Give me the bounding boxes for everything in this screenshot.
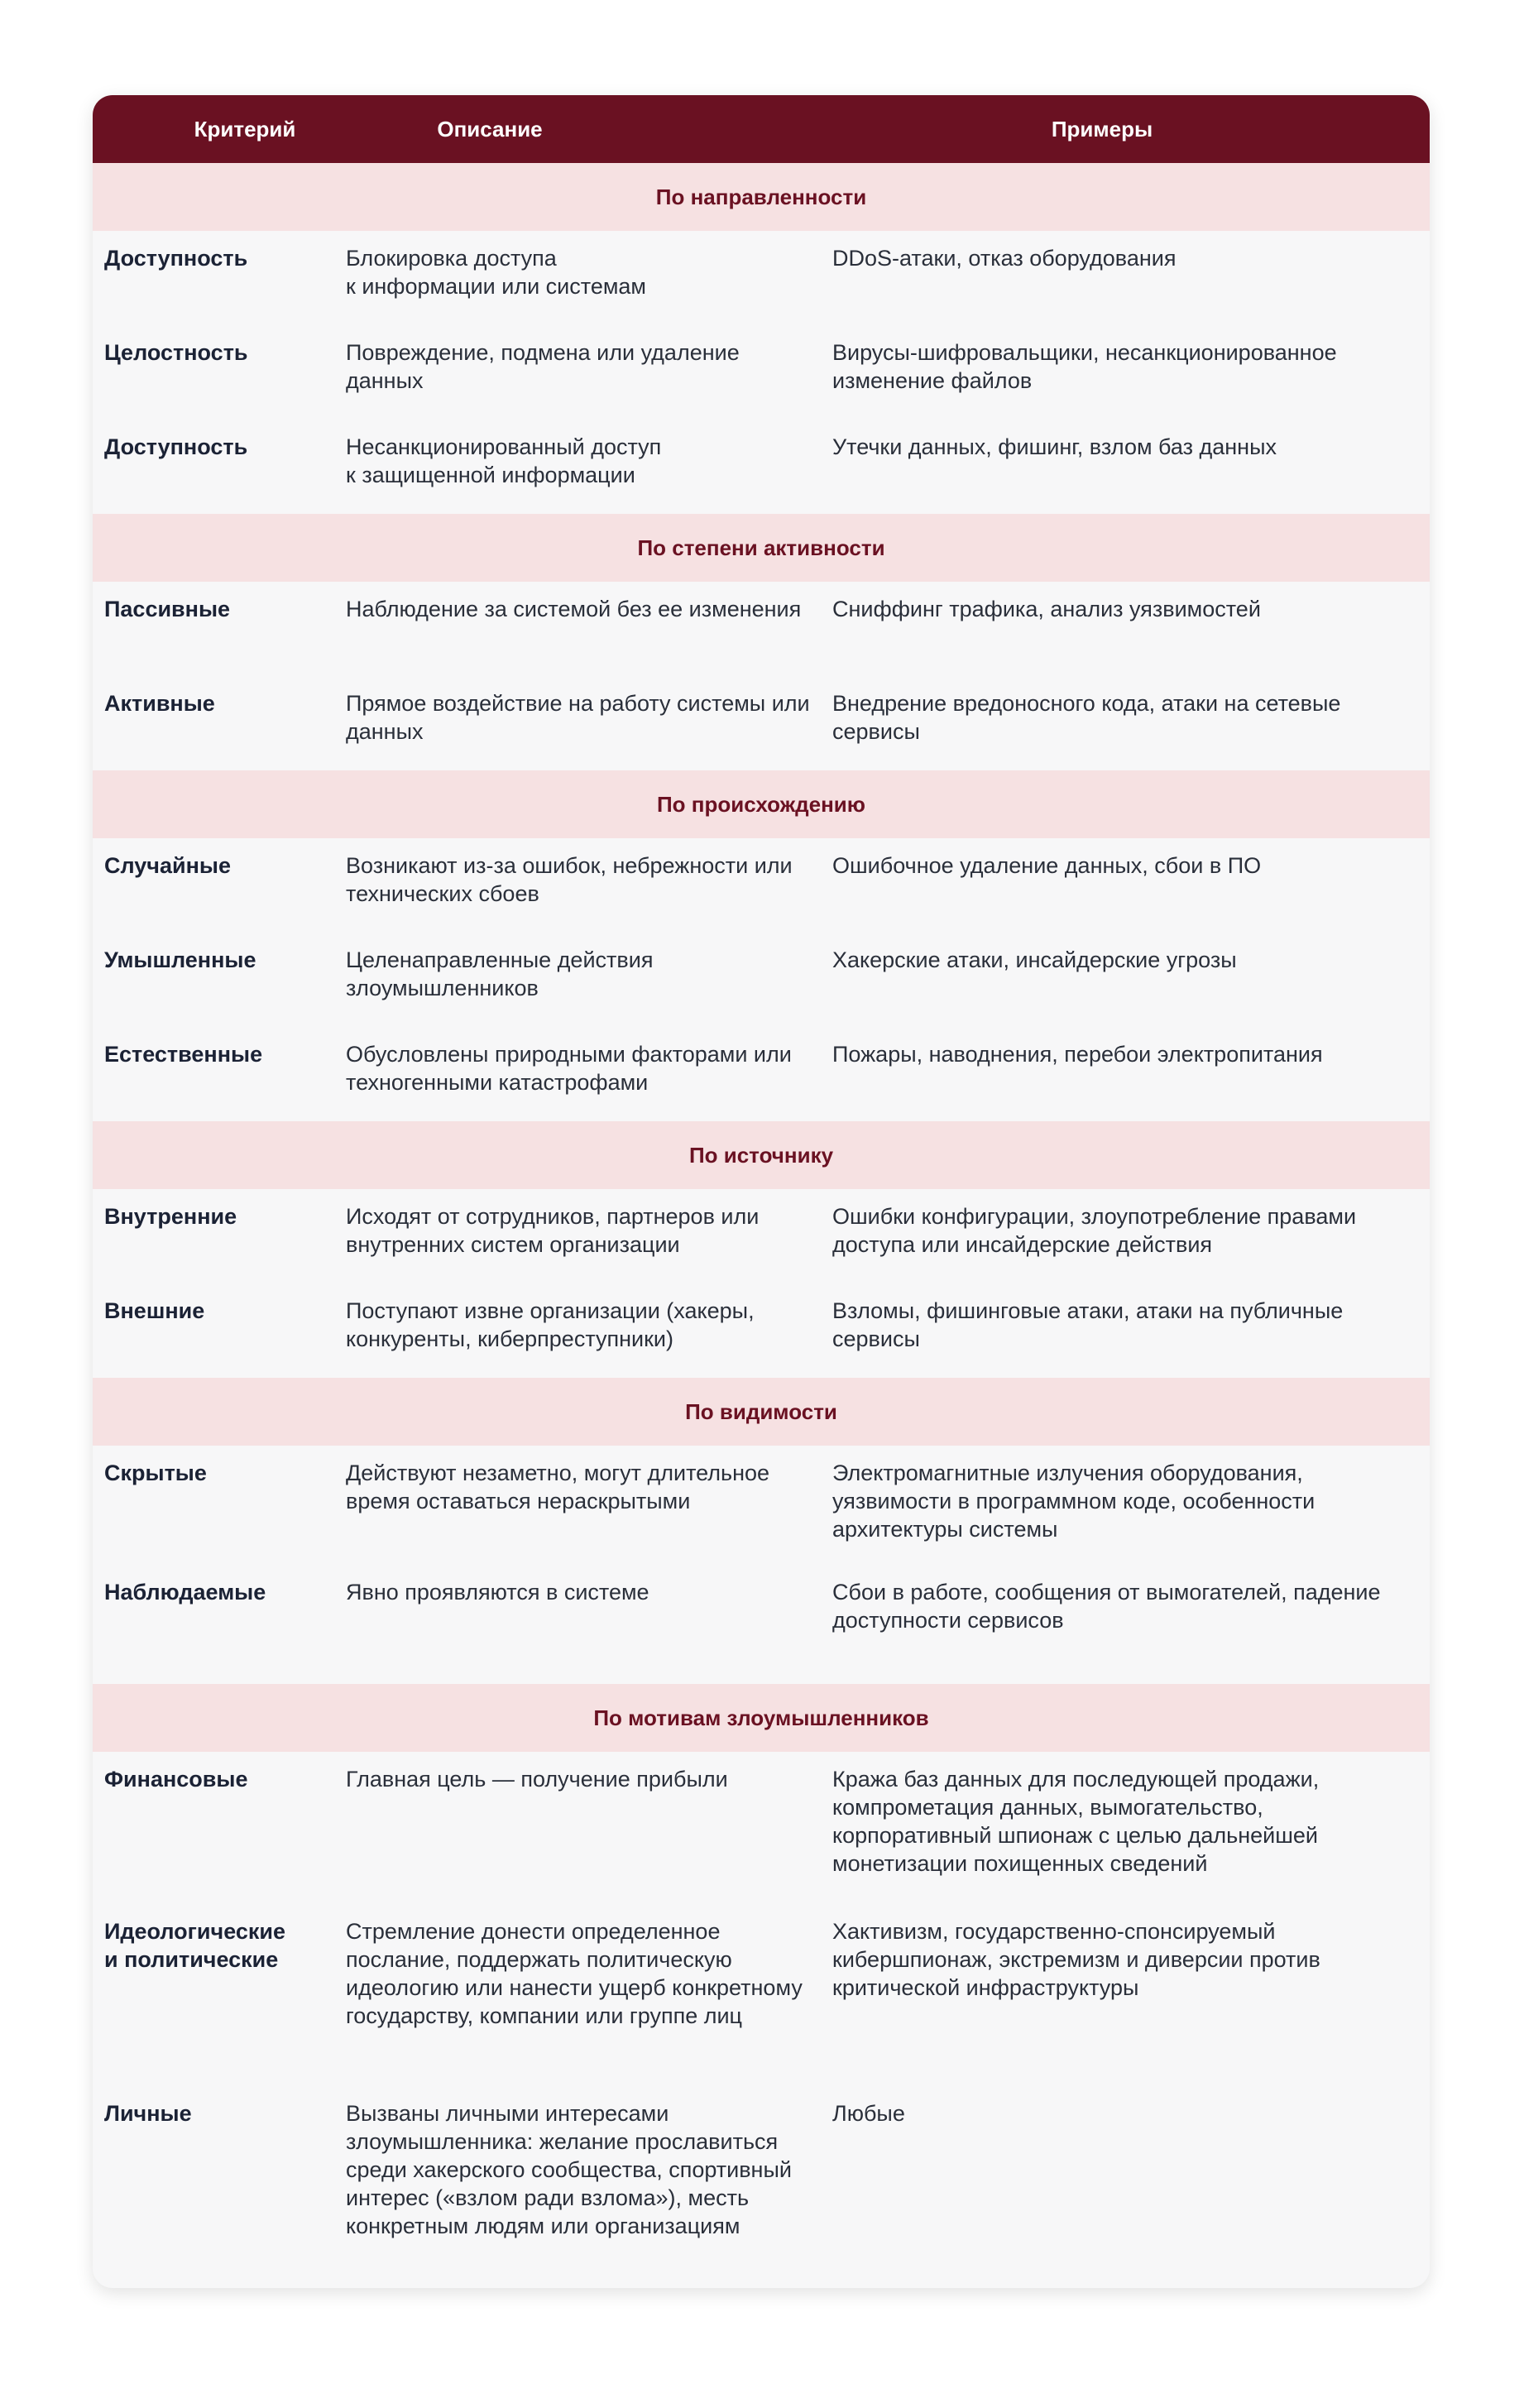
examples-cell: Кража баз данных для последующей продажи, компрометация данных, вымогательство, корпоративный шпионаж с целью дальнейшей монетизации похищенных сведений: [832, 1767, 1320, 1876]
section-title: По степени активности: [93, 514, 1430, 582]
header-examples: Примеры: [1051, 117, 1153, 142]
criterion-cell: Случайные: [104, 853, 231, 878]
description-cell: Исходят от сотрудников, партнеров или внутренних систем организации: [346, 1204, 760, 1257]
criterion-cell: Активные: [104, 691, 215, 716]
examples-cell: Электромагнитные излучения оборудования, уязвимости в программном коде, особенности архитектуры системы: [832, 1461, 1316, 1542]
section-title: По происхождению: [93, 770, 1430, 838]
description-cell: Явно проявляются в системе: [346, 1580, 649, 1605]
examples-cell: Сниффинг трафика, анализ уязвимостей: [832, 597, 1261, 621]
section-direction: [93, 163, 1430, 514]
criterion-cell: Доступность: [104, 246, 248, 271]
examples-cell: Взломы, фишинговые атаки, атаки на публичные сервисы: [832, 1298, 1344, 1351]
description-cell: Блокировка доступа к информации или системам: [346, 246, 646, 299]
criterion-cell: Доступность: [104, 434, 248, 459]
criterion-cell: Скрытые: [104, 1461, 207, 1485]
header-criterion: Критерий: [194, 117, 296, 142]
description-cell: Несанкционированный доступ к защищенной информации: [346, 434, 662, 487]
examples-cell: DDoS-атаки, отказ оборудования: [832, 246, 1177, 271]
description-cell: Возникают из-за ошибок, небрежности или технических сбоев: [346, 853, 793, 906]
section-motives: [93, 1684, 1430, 2288]
table-header: [93, 95, 1430, 163]
examples-cell: Ошибки конфигурации, злоупотребление правами доступа или инсайдерские действия: [832, 1204, 1357, 1257]
description-cell: Повреждение, подмена или удаление данных: [346, 340, 740, 393]
section-source: [93, 1121, 1430, 1378]
section-title: По мотивам злоумышленников: [93, 1684, 1430, 1752]
examples-cell: Вирусы-шифровальщики, несанкционированное изменение файлов: [832, 340, 1337, 393]
section-visibility: [93, 1378, 1430, 1684]
section-title: По направленности: [93, 163, 1430, 231]
criterion-cell: Личные: [104, 2101, 192, 2126]
description-cell: Прямое воздействие на работу системы или данных: [346, 691, 810, 744]
criterion-cell: Пассивные: [104, 597, 231, 621]
examples-cell: Хакерские атаки, инсайдерские угрозы: [832, 947, 1237, 972]
criterion-cell: Целостность: [104, 340, 248, 365]
examples-cell: Хактивизм, государственно-спонсируемый кибершпионаж, экстремизм и диверсии против критической инфраструктуры: [832, 1919, 1320, 2000]
examples-cell: Утечки данных, фишинг, взлом баз данных: [832, 434, 1277, 459]
threat-classification-table: [93, 95, 1430, 2288]
criterion-cell: Умышленные: [104, 947, 256, 972]
examples-cell: Пожары, наводнения, перебои электропитания: [832, 1042, 1323, 1067]
examples-cell: Сбои в работе, сообщения от вымогателей, падение доступности сервисов: [832, 1580, 1381, 1633]
description-cell: Обусловлены природными факторами или техногенными катастрофами: [346, 1042, 792, 1095]
description-cell: Главная цель — получение прибыли: [346, 1767, 728, 1792]
description-cell: Действуют незаметно, могут длительное время оставаться нераскрытыми: [346, 1461, 770, 1513]
criterion-cell: Внутренние: [104, 1204, 237, 1229]
criterion-cell: Наблюдаемые: [104, 1580, 266, 1605]
examples-cell: Любые: [832, 2101, 905, 2126]
description-cell: Целенаправленные действия злоумышленников: [346, 947, 654, 1000]
description-cell: Поступают извне организации (хакеры, конкуренты, киберпреступники): [346, 1298, 755, 1351]
examples-cell: Ошибочное удаление данных, сбои в ПО: [832, 853, 1262, 878]
section-title: По видимости: [93, 1378, 1430, 1446]
section-origin: [93, 770, 1430, 1121]
examples-cell: Внедрение вредоносного кода, атаки на сетевые сервисы: [832, 691, 1341, 744]
description-cell: Вызваны личными интересами злоумышленника: желание прославиться среди хакерского сообщества, спортивный интерес («взлом ради взлома»), месть конкретным людям или организациям: [346, 2101, 792, 2238]
criterion-cell: Идеологические и политические: [104, 1919, 285, 1972]
section-title: По источнику: [93, 1121, 1430, 1189]
criterion-cell: Финансовые: [104, 1767, 248, 1792]
header-description: Описание: [437, 117, 543, 142]
description-cell: Наблюдение за системой без ее изменения: [346, 597, 802, 621]
description-cell: Стремление донести определенное послание, поддержать политическую идеологию или нанести ущерб конкретному государству, компании или группе лиц: [346, 1919, 803, 2028]
criterion-cell: Внешние: [104, 1298, 205, 1323]
section-activity: [93, 514, 1430, 770]
criterion-cell: Естественные: [104, 1042, 263, 1067]
